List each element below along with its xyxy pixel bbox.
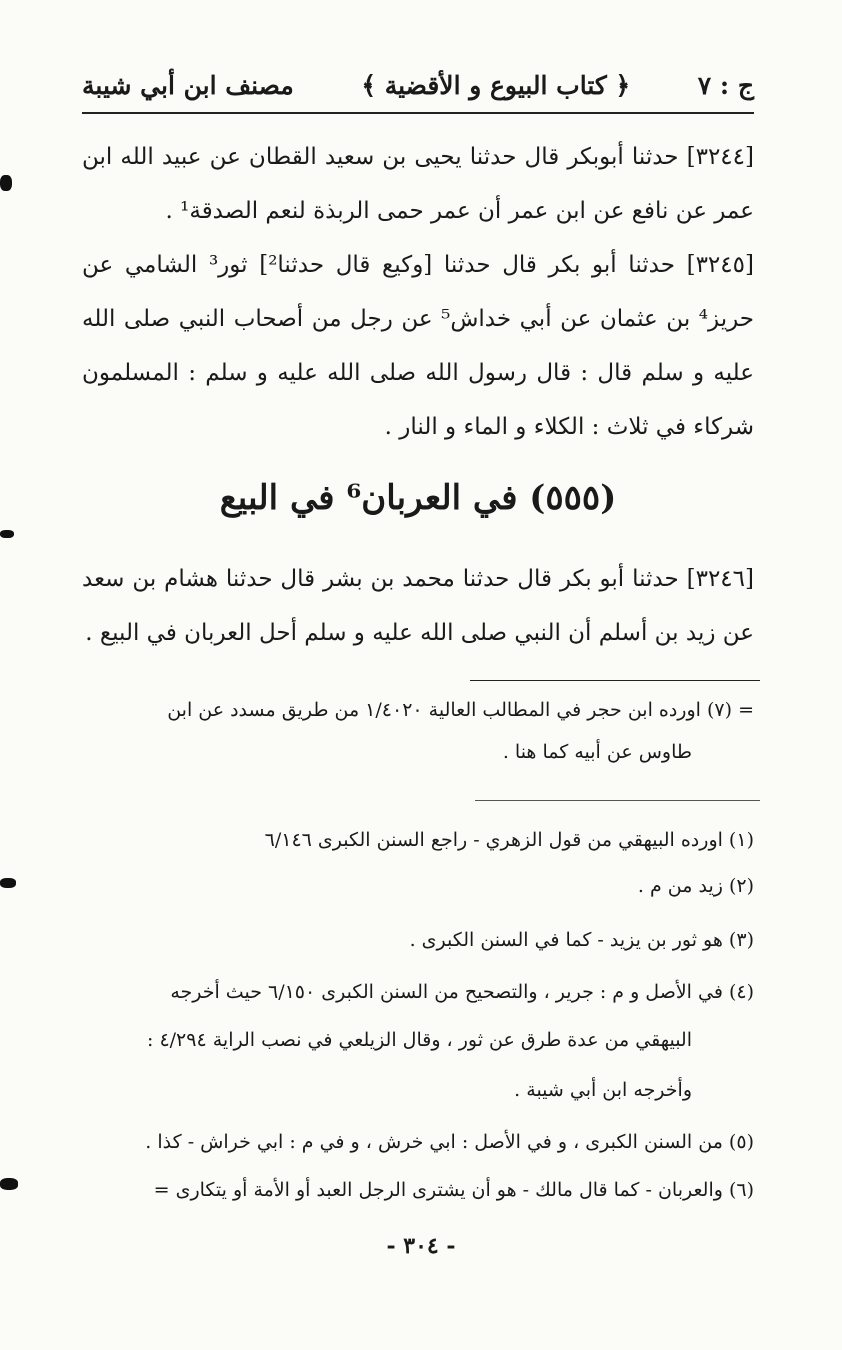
- footnote-2: (٢) زيد من م .: [637, 875, 754, 897]
- footnote-4-continued: البيهقي من عدة طرق عن ثور ، وقال الزيلعي في نصب الراية ٤/٢٩٤ :: [147, 1029, 692, 1051]
- footnote-4: (٤) في الأصل و م : جرير ، والتصحيح من السنن الكبرى ٦/١٥٠ حيث أخرجه: [170, 981, 754, 1003]
- carried-footnote-line: طاوس عن أبيه كما هنا .: [502, 741, 692, 763]
- footnote-6: (٦) والعربان - كما قال مالك - هو أن يشترى الرجل العبد أو الأمة أو يتكارى =: [153, 1179, 754, 1201]
- hadith-3244: [٣٢٤٤] حدثنا أبوبكر قال حدثنا يحيى بن سعيد القطان عن عبيد الله ابن عمر عن نافع عن ابن عمر أن عمر حمى الربذة لنعم الصدقة¹ .: [82, 144, 754, 224]
- footnote-5: (٥) من السنن الكبرى ، و في الأصل : ابي خرش ، و في م : ابي خراش - كذا .: [145, 1131, 754, 1153]
- header-book-title: مصنف ابن أبي شيبة: [82, 70, 294, 100]
- hadith-3245: [٣٢٤٥] حدثنا أبو بكر قال حدثنا [وكيع قال حدثنا²] ثور³ الشامي عن حريز⁴ بن عثمان عن أبي خداش⁵ عن رجل من أصحاب النبي صلى الله عليه و سلم قال : قال رسول الله صلى الله عليه و سلم : المسلمون شركاء في ثلاث : الكلاء و الماء و النار .: [82, 252, 754, 440]
- header-rule: [82, 112, 754, 114]
- header-chapter-title: ﴿ كتاب البيوع و الأقضية ﴾: [361, 70, 631, 100]
- footnote-separator: [470, 680, 760, 681]
- header-volume-number: ج : ٧: [697, 70, 754, 100]
- carried-footnote-line: = (٧) اورده ابن حجر في المطالب العالية ١/٤٠٢٠ من طريق مسدد عن ابن: [167, 699, 754, 721]
- section-heading: (٥٥٥) في العربان⁶ في البيع: [219, 478, 617, 518]
- running-header: [82, 62, 754, 108]
- hadith-3246: [٣٢٤٦] حدثنا أبو بكر قال حدثنا محمد بن بشر قال حدثنا هشام بن سعد عن زيد بن أسلم أن النبي صلى الله عليه و سلم أحل العربان في البيع .: [82, 566, 754, 646]
- scan-speck: [0, 530, 14, 538]
- footnote-1: (١) اورده البيهقي من قول الزهري - راجع السنن الكبرى ٦/١٤٦: [264, 829, 754, 851]
- scan-speck: [0, 878, 16, 888]
- footnote-wavy-separator: [475, 800, 760, 801]
- footnote-4-continued: وأخرجه ابن أبي شيبة .: [514, 1079, 692, 1101]
- footnote-3: (٣) هو ثور بن يزيد - كما في السنن الكبرى .: [409, 929, 754, 951]
- page-number: - ٣٠٤ -: [386, 1233, 456, 1259]
- scan-speck: [0, 1178, 18, 1190]
- scan-speck: [0, 175, 12, 191]
